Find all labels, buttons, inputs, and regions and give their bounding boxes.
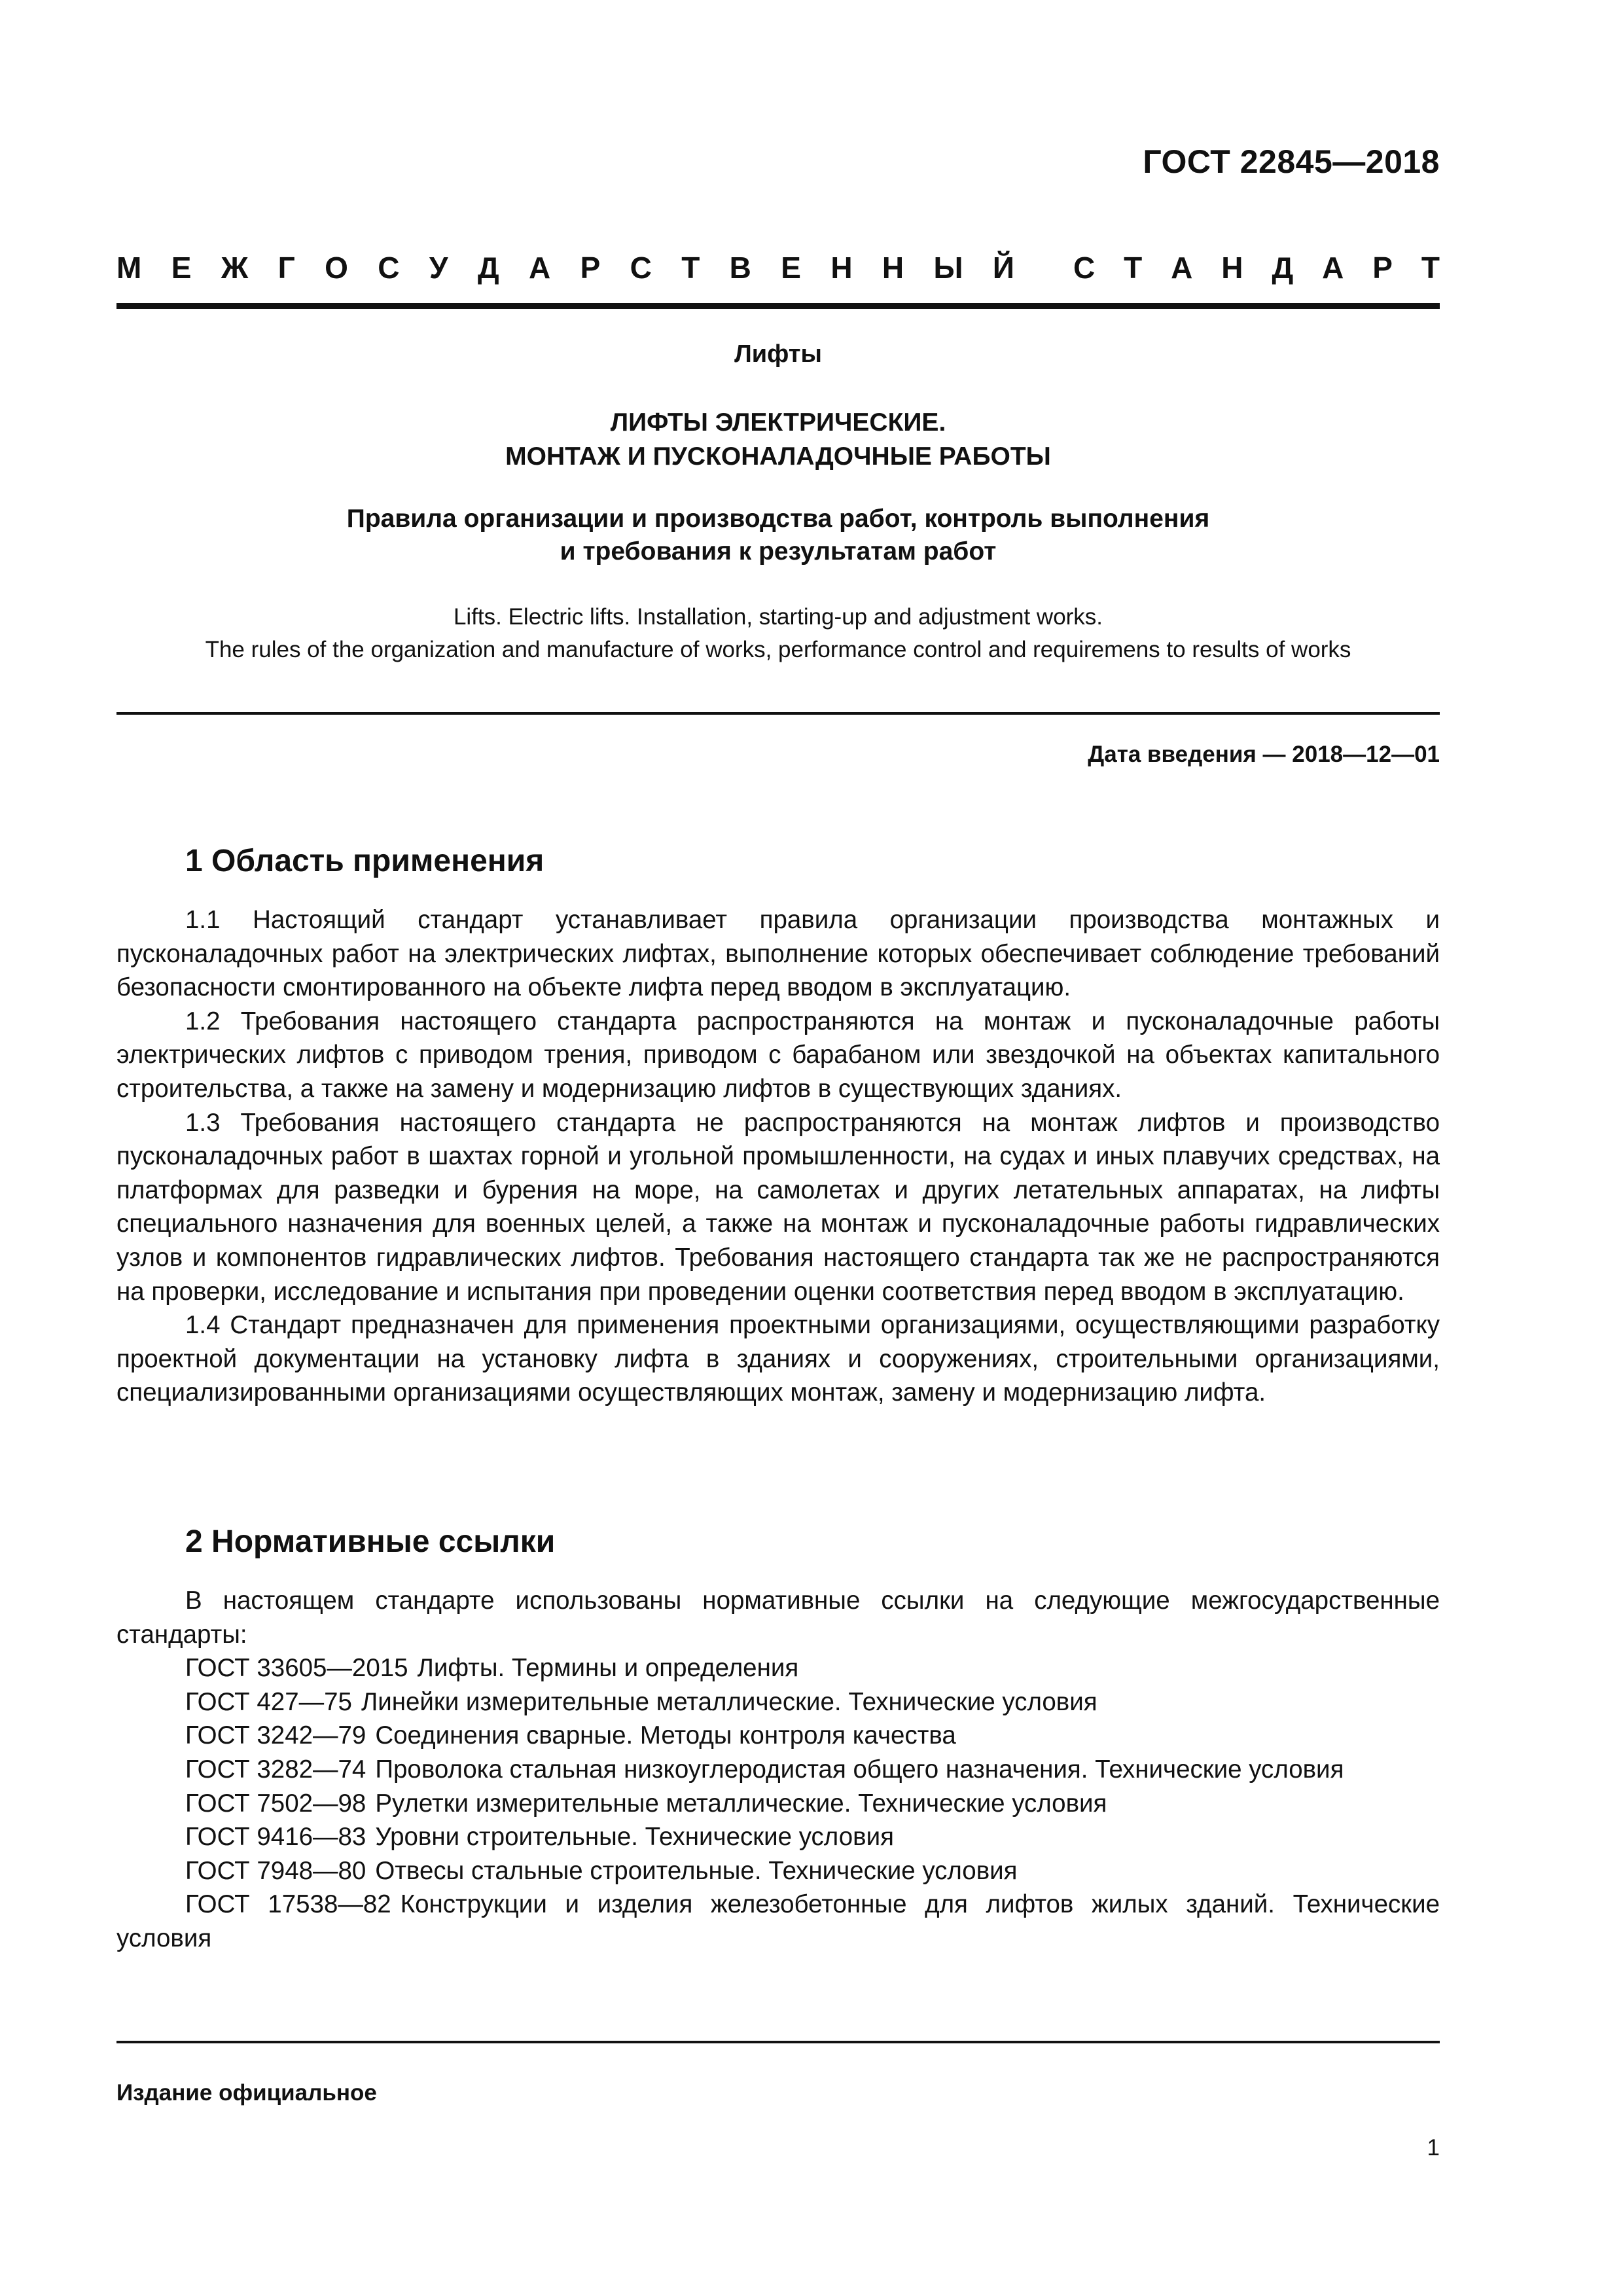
section-1-body <box>116 903 1440 1410</box>
interstate-word <box>116 250 1014 285</box>
paragraph: 1.4 Стандарт предназначен для применения проектными организациями, осуществляющими разработку проектной документации на установку лифта в зданиях и сооружениях, строительными организациями, специализированными организациями осуществляющих монтаж, замену и модернизацию лифта. <box>116 1311 1440 1407</box>
banner-letter: Й <box>992 251 1014 285</box>
banner-letter: У <box>429 251 448 285</box>
banner-letter: Д <box>1272 251 1294 285</box>
paragraph: 1.2 Требования настоящего стандарта распространяются на монтаж и пусконаладочные работы электрических лифтов с приводом трения, приводом с барабаном или звездочкой на объектах капитального строительства, а также на замену и модернизацию лифтов в существующих зданиях. <box>116 1007 1440 1103</box>
banner-letter: Р <box>580 251 601 285</box>
banner-letter: Т <box>681 251 700 285</box>
reference-item <box>116 1888 1440 1955</box>
reference-item <box>116 1685 1440 1719</box>
banner-letter: С <box>1073 251 1096 285</box>
banner-letter: М <box>116 251 142 285</box>
banner-letter: С <box>378 251 400 285</box>
reference-code: ГОСТ 3282—74 <box>185 1755 366 1784</box>
intro-date: Дата введения — 2018—12—01 <box>1088 742 1440 767</box>
banner-letter: А <box>1171 251 1193 285</box>
edition-label: Издание официальное <box>116 2080 377 2106</box>
banner-letter: Н <box>1221 251 1243 285</box>
references-intro: В настоящем стандарте использованы нормативные ссылки на следующие межгосударственные стандарты: <box>116 1587 1440 1649</box>
reference-code: ГОСТ 7502—98 <box>185 1789 366 1818</box>
banner-letter: Е <box>781 251 801 285</box>
interstate-standard-banner <box>116 250 1440 285</box>
subtitle-line: Правила организации и производства работ, контроль выполнения <box>346 505 1210 533</box>
reference-code: ГОСТ 427—75 <box>185 1687 352 1716</box>
reference-title: Лифты. Термины и определения <box>417 1654 799 1683</box>
reference-code: ГОСТ 7948—80 <box>185 1856 366 1885</box>
paragraph: 1.3 Требования настоящего стандарта не распространяются на монтаж лифтов и производство пусконаладочных работ в шахтах горной и угольной промышленности, на судах и иных плавучих средствах, на платформах для разведки и бурения на море, на самолетах и других летательных аппаратах, на лифты специального назначения для военных целей, а также на монтаж и пусконаладочные работы гидравлических узлов и компонентов гидравлических лифтов. Требования настоящего стандарта так же не распространяются на проверки, исследование и испытания при проведении оценки соответствия перед вводом в эксплуатацию. <box>116 1108 1440 1306</box>
document-subtitle <box>116 503 1440 568</box>
standard-word <box>1073 250 1440 285</box>
english-title <box>116 601 1440 666</box>
title-rule <box>116 712 1440 715</box>
reference-code: ГОСТ 3242—79 <box>185 1721 366 1750</box>
subject-heading: Лифты <box>734 340 822 368</box>
section-2-body <box>116 1584 1440 1956</box>
header-rule <box>116 303 1440 309</box>
gost-number: ГОСТ 22845—2018 <box>1143 143 1440 180</box>
reference-item <box>116 1719 1440 1753</box>
reference-title: Проволока стальная низкоуглеродистая общего назначения. Технические условия <box>375 1755 1344 1784</box>
banner-letter: С <box>630 251 652 285</box>
paragraph: 1.1 Настоящий стандарт устанавливает правила организации производства монтажных и пусконаладочных работ на электрических лифтах, выполнение которых обеспечивает соблюдение требований безопасности смонтированного на объекте лифта перед вводом в эксплуатацию. <box>116 906 1440 1002</box>
reference-item <box>116 1820 1440 1854</box>
banner-letter: Ж <box>221 251 249 285</box>
reference-code: ГОСТ 9416—83 <box>185 1823 366 1852</box>
page-number: 1 <box>1427 2135 1440 2161</box>
section-1-heading: 1 Область применения <box>185 844 544 878</box>
reference-item <box>116 1753 1440 1787</box>
banner-letter: А <box>528 251 551 285</box>
reference-code: ГОСТ 17538—82 <box>185 1890 391 1919</box>
english-title-line: The rules of the organization and manufacture of works, performance control and requiremens to results of works <box>205 637 1351 662</box>
reference-title: Линейки измерительные металлические. Технические условия <box>361 1687 1097 1716</box>
banner-letter: Н <box>830 251 853 285</box>
banner-letter: Р <box>1372 251 1393 285</box>
banner-letter: Г <box>277 251 295 285</box>
title-line: ЛИФТЫ ЭЛЕКТРИЧЕСКИЕ. <box>610 408 946 437</box>
reference-title: Отвесы стальные строительные. Технические условия <box>375 1856 1018 1885</box>
reference-title: Соединения сварные. Методы контроля качества <box>375 1721 956 1750</box>
reference-item <box>116 1854 1440 1888</box>
reference-title: Рулетки измерительные металлические. Технические условия <box>375 1789 1107 1818</box>
banner-letter: Ы <box>933 251 963 285</box>
banner-letter: О <box>325 251 348 285</box>
reference-code: ГОСТ 33605—2015 <box>185 1654 408 1683</box>
banner-letter: В <box>729 251 751 285</box>
english-title-line: Lifts. Electric lifts. Installation, starting-up and adjustment works. <box>453 604 1103 630</box>
banner-letter: Е <box>171 251 192 285</box>
banner-letter: А <box>1322 251 1344 285</box>
footer-rule <box>116 2041 1440 2043</box>
banner-letter: Т <box>1421 251 1440 285</box>
reference-title: Конструкции и изделия железобетонные для лифтов жилых зданий. Технические условия <box>116 1890 1440 1952</box>
reference-title: Уровни строительные. Технические условия <box>375 1823 894 1852</box>
banner-letter: Д <box>477 251 499 285</box>
banner-letter: Н <box>882 251 904 285</box>
document-title <box>116 406 1440 474</box>
reference-item <box>116 1787 1440 1821</box>
references-list <box>116 1651 1440 1955</box>
subtitle-line: и требования к результатам работ <box>560 537 997 565</box>
section-2-heading: 2 Нормативные ссылки <box>185 1524 556 1559</box>
reference-item <box>116 1651 1440 1685</box>
banner-letter: Т <box>1124 251 1143 285</box>
title-line: МОНТАЖ И ПУСКОНАЛАДОЧНЫЕ РАБОТЫ <box>505 442 1051 471</box>
